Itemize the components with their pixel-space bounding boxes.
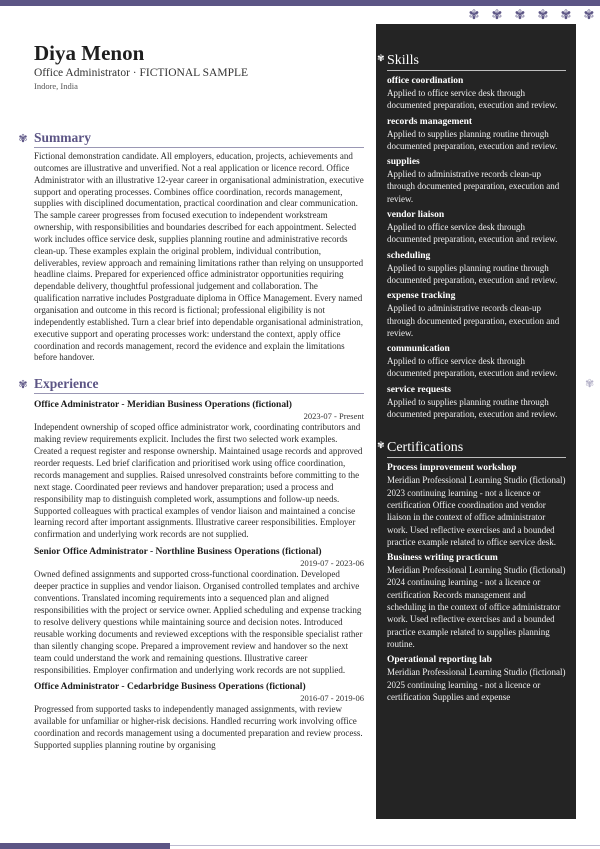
skill-name: communication <box>387 344 450 355</box>
job-entry <box>34 681 364 752</box>
skill-description: Applied to supplies planning routine through documented preparation, execution and review. <box>387 128 558 151</box>
certification-item <box>387 654 566 703</box>
skill-name: service requests <box>387 384 451 395</box>
fleur-motif-icon: ✾ <box>18 132 28 145</box>
experience-title: Experience <box>34 376 99 392</box>
job-dates: 2023-07 - Present <box>303 411 364 422</box>
skill-name: vendor liaison <box>387 210 445 221</box>
skill-description: Applied to office service desk through documented preparation, execution and review. <box>387 88 558 111</box>
fleur-motif-icon: ✾ <box>583 8 595 23</box>
job-description: Owned defined assignments and supported cross-functional coordination. Developed deeper practice in supplies and vendor liaison. Organised controlled templates and archive conventions. Translated incoming requirements into a sequenced plan and aligned responsibilities with the project or service owner. Applied scheduling and expense tracking to resolve delivery questions while maintaining source and decision notes. Introduced reusable working documents and reviewed exceptions with the responsible specialist rather than silently changing scope. Prepared a improvement review and handover so the next team could understand the work and remaining questions. Illustrative career responsibilities. Employer confirmation and underlying work records are not supplied. <box>34 569 363 675</box>
summary-text: Fictional demonstration candidate. All employers, education, projects, achievements and outcomes are illustrative and unverified. Not a real application or licence record. Office Administrator with an illustrative 12-year career in organisational administration, executive support and operating processes. Combines office coordination, records management, supplies with disciplined documentation, practical coordination and clear communication. The sample career progresses from focused execution to independent workstream ownership, with responsibilities and boundaries described for each appointment. Selected work includes office service desk, supplies planning routine and administrative records clean-up. These examples explain the original problem, individual contribution, deliverables, review approach and remaining limitations rather than relying on unsupported headline claims. Prepared for experienced office administrator opportunities requiring dependable delivery, thoughtful professional judgement and collaboration. The qualification narrative includes Postgraduate diploma in Office Management. Every named organisation and outcome in this record is fictional; professional eligibility is not independently established. Turn a clear brief into dependable organisational administration, executive support and operating processes work: understand the context, apply office coordination and records management, record the evidence and explain the limitations before handover. <box>34 151 364 363</box>
decorative-motif-row <box>466 8 597 24</box>
job-entry <box>34 399 364 541</box>
job-title: Senior Office Administrator - Northline Business Operations (fictional) <box>34 547 322 558</box>
candidate-location: Indore, India <box>34 81 78 91</box>
certification-name: Process improvement workshop <box>387 463 517 474</box>
skill-description: Applied to office service desk through documented preparation, execution and review. <box>387 356 558 379</box>
skill-name: records management <box>387 116 473 127</box>
skills-title: Skills <box>387 53 419 68</box>
job-entry <box>34 546 364 676</box>
certifications-title: Certifications <box>387 440 464 456</box>
bottom-accent-bar <box>0 843 170 849</box>
fleur-motif-icon: ✾ <box>18 378 28 392</box>
certification-name: Business writing practicum <box>387 553 498 564</box>
skill-description: Applied to supplies planning routine through documented preparation, execution and review. <box>387 396 558 420</box>
certification-item <box>387 462 566 548</box>
skill-name: office coordination <box>387 76 464 86</box>
job-dates: 2019-07 - 2023-06 <box>300 558 364 569</box>
experience-heading <box>18 376 364 394</box>
skill-description: Applied to supplies planning routine through documented preparation, execution and review. <box>387 262 558 285</box>
fleur-motif-icon: ✾ <box>491 8 503 23</box>
job-title: Office Administrator - Cedarbridge Business Operations (fictional) <box>34 682 306 693</box>
summary-section <box>18 130 364 364</box>
skill-name: expense tracking <box>387 291 456 302</box>
fleur-motif-icon: ✾ <box>377 441 385 452</box>
summary-heading <box>18 130 364 148</box>
skill-description: Applied to administrative records clean-up through documented preparation, execution and review. <box>387 303 560 338</box>
job-description: Progressed from supported tasks to independently managed assignments, with review available for unfamiliar or higher-risk decisions. Handled recurring work involving office coordination and records management using a documented preparation and review process. Supported supplies planning routine by organising <box>34 704 363 751</box>
fleur-motif-icon: ✾ <box>537 8 549 23</box>
skills-heading <box>377 51 566 71</box>
skill-item <box>387 384 566 421</box>
certifications-heading <box>377 438 566 458</box>
fleur-motif-icon: ✾ <box>377 54 385 64</box>
fleur-motif-icon: ✾ <box>468 8 480 23</box>
certification-description: Meridian Professional Learning Studio (fictional) 2024 continuing learning - not a licence or certification Records management and scheduling in the context of office administrator work. Used reflective exercises and a bounded practice example related to supplies planning routine. <box>387 565 566 649</box>
fleur-motif-icon: ✾ <box>560 8 572 23</box>
candidate-name: Diya Menon <box>34 41 145 65</box>
bottom-divider <box>170 845 600 846</box>
skill-item <box>387 75 566 112</box>
certification-description: Meridian Professional Learning Studio (fictional) 2025 continuing learning - not a licence or certification Supplies and expense <box>387 667 566 702</box>
summary-title: Summary <box>34 130 91 145</box>
skill-item <box>387 116 566 153</box>
job-title: Office Administrator - Meridian Business Operations (fictional) <box>34 400 292 411</box>
skill-item <box>387 250 566 287</box>
skill-item <box>387 156 566 205</box>
fleur-motif-icon: ✾ <box>585 377 595 390</box>
top-accent-bar <box>0 0 600 6</box>
skill-description: Applied to administrative records clean-up through documented preparation, execution and review. <box>387 169 560 204</box>
skill-item <box>387 343 566 380</box>
main-column <box>18 40 364 752</box>
experience-section <box>18 376 364 752</box>
certifications-section <box>377 438 566 703</box>
skills-section <box>377 51 566 420</box>
skill-item <box>387 290 566 339</box>
job-dates: 2016-07 - 2019-06 <box>300 693 364 704</box>
skill-item <box>387 209 566 246</box>
skill-description: Applied to office service desk through documented preparation, execution and review. <box>387 222 558 245</box>
certification-name: Operational reporting lab <box>387 655 492 666</box>
job-description: Independent ownership of scoped office administrator work, coordinating contributors and making review requirements explicit. Includes the first two selected work examples. Created a request register and response ownership. Maintained usage records and approved reorder requests. Led brief clarification and prioritised work using office coordination, records management and supplies. Raised unresolved constraints before committing to the next stage. Coordinated peer reviews and handover preparation; used a process and responsibility map to distinguish completed work, assumptions and follow-up needs. Supported colleagues with practical examples of vendor liaison and maintained a concise learning record after important assignments. Illustrative career responsibilities. Employer confirmation and underlying work records are not supplied. <box>34 422 363 540</box>
skill-name: scheduling <box>387 250 431 261</box>
certification-description: Meridian Professional Learning Studio (fictional) 2023 continuing learning - not a licence or certification Office coordination and vendor liaison in the context of office administrator work. Used reflective exercises and a bounded practice example related to office service desk. <box>387 475 566 547</box>
candidate-role: Office Administrator · FICTIONAL SAMPLE <box>34 67 249 79</box>
sidebar <box>376 24 576 819</box>
skill-name: supplies <box>387 157 420 168</box>
fleur-motif-icon: ✾ <box>514 8 526 23</box>
certification-item <box>387 552 566 650</box>
